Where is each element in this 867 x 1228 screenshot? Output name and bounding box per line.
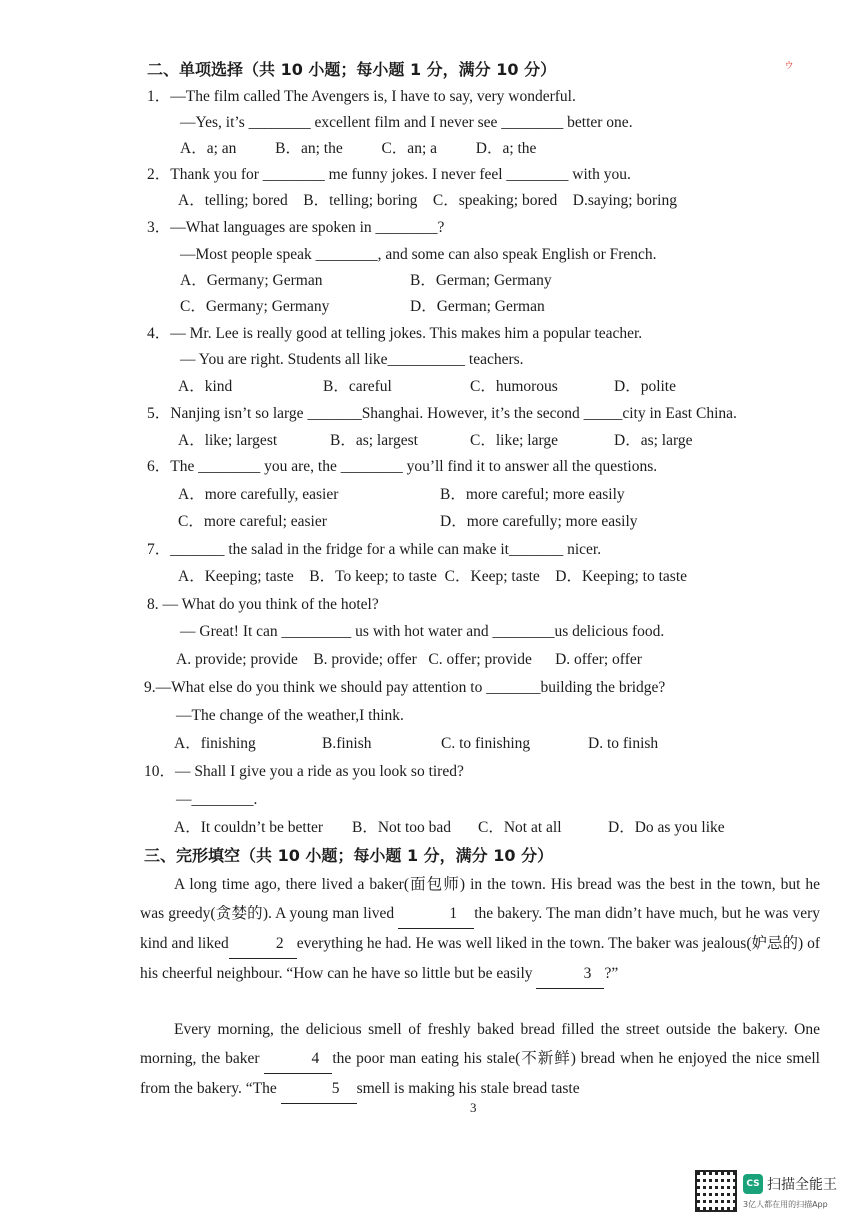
page-number: 3: [470, 1100, 477, 1115]
q5-option-c: C．like; large: [470, 432, 558, 449]
cloze-paragraph-1: [140, 870, 820, 989]
section-2-title: 二、单项选择（共 10 小题；每小题 1 分，满分 10 分）: [147, 60, 557, 79]
q1-stem: 1．—The film called The Avengers is, I have to say, very wonderful.: [147, 88, 576, 105]
q5-stem: 5．Nanjing isn’t so large _______Shanghai. However, it’s the second _____city in East China.: [147, 405, 737, 422]
q10-option-a: A．It couldn’t be better: [174, 819, 324, 836]
q10-option-b: B．Not too bad: [352, 819, 452, 836]
cloze-text: A long time ago, there lived a baker(面包师) in the town. His bread was the best in the town, but he was greedy(贪婪的). A young man lived: [140, 876, 820, 922]
q9-reply: —The change of the weather,I think.: [176, 707, 404, 724]
q6-stem: 6．The ________ you are, the ________ you’ll find it to answer all the questions.: [147, 458, 658, 475]
q5-option-d: D．as; large: [614, 432, 693, 449]
q6-option-b: B．more careful; more easily: [440, 486, 625, 503]
scanner-watermark: [695, 1170, 855, 1218]
q6-option-c: C．more careful; easier: [178, 513, 327, 530]
cloze-text: ?”: [604, 965, 619, 982]
q3-option-d: D．German; German: [410, 298, 545, 315]
q8-options: A. provide; provide B. provide; offer C. offer; provide D. offer; offer: [176, 651, 642, 668]
q3-stem: 3．—What languages are spoken in ________?: [147, 219, 445, 236]
q8-stem: 8. — What do you think of the hotel?: [147, 596, 379, 613]
q8-reply: — Great! It can _________ us with hot water and ________us delicious food.: [180, 623, 665, 640]
q9-stem: 9.—What else do you think we should pay attention to _______building the bridge?: [144, 679, 666, 696]
q4-option-d: D．polite: [614, 378, 676, 395]
cloze-blank-1: 1: [398, 899, 474, 929]
q1-options: A．a; an B．an; the C．an; a D．a; the: [180, 140, 537, 157]
q3-option-a: A．Germany; German: [180, 272, 323, 289]
q9-option-c: C. to finishing: [441, 735, 531, 752]
section-3-title: 三、完形填空（共 10 小题；每小题 1 分，满分 10 分）: [144, 846, 554, 865]
q4-option-b: B．careful: [323, 378, 392, 395]
q4-reply: — You are right. Students all like__________ teachers.: [180, 351, 524, 368]
cloze-text: the poor man eating his stale(不新鲜) bread when he enjoyed the nice smell from the bakery. “The: [140, 1050, 820, 1097]
q9-option-a: A．finishing: [174, 735, 256, 752]
watermark-title: 扫描全能王: [767, 1177, 837, 1193]
q7-stem: 7．_______ the salad in the fridge for a while can make it_______ nicer.: [147, 541, 602, 558]
q4-option-c: C．humorous: [470, 378, 558, 395]
cloze-text: Every morning, the delicious smell of freshly baked bread filled the street outside the bakery. One morning, the baker: [140, 1021, 820, 1067]
cloze-blank-3: 3: [536, 959, 604, 989]
cloze-text: smell is making his stale bread taste: [356, 1080, 580, 1097]
cloze-blank-4: 4: [264, 1044, 332, 1074]
q10-stem: 10．— Shall I give you a ride as you look so tired?: [144, 763, 464, 780]
qr-code-icon: [695, 1170, 737, 1212]
cloze-text: everything he had. He was well liked in the town. The baker was jealous(妒忌的) of his cheerful neighbour. “How can he have so little but be easily: [140, 935, 820, 982]
q4-stem: 4．— Mr. Lee is really good at telling jokes. This makes him a popular teacher.: [147, 325, 643, 342]
q7-options: A．Keeping; taste B．To keep; to taste C．Keep; taste D．Keeping; to taste: [178, 568, 688, 585]
q1-reply: —Yes, it’s ________ excellent film and I never see ________ better one.: [180, 114, 633, 131]
cloze-text: the bakery. The man didn’t have much, but he was very kind and liked: [140, 905, 820, 952]
q5-option-b: B．as; largest: [330, 432, 418, 449]
camscanner-logo-icon: CS: [743, 1174, 763, 1194]
q5-option-a: A．like; largest: [178, 432, 278, 449]
q3-option-b: B．German; Germany: [410, 272, 552, 289]
q10-option-d: D．Do as you like: [608, 819, 725, 836]
q2-options: A．telling; bored B．telling; boring C．speaking; bored D.saying; boring: [178, 192, 677, 209]
watermark-subtitle: 3亿人都在用的扫描App: [743, 1200, 828, 1209]
q10-option-c: C．Not at all: [478, 819, 562, 836]
q9-option-b: B.finish: [322, 735, 372, 752]
q6-option-d: D．more carefully; more easily: [440, 513, 638, 530]
q2-stem: 2．Thank you for ________ me funny jokes. I never feel ________ with you.: [147, 166, 631, 183]
cloze-paragraph-2: [140, 1015, 820, 1104]
q3-option-c: C．Germany; Germany: [180, 298, 330, 315]
q3-reply: —Most people speak ________, and some can also speak English or French.: [180, 246, 657, 263]
cloze-blank-5: 5: [281, 1074, 357, 1104]
q6-option-a: A．more carefully, easier: [178, 486, 339, 503]
corner-mark: ゥ: [783, 57, 796, 71]
q10-reply: —________.: [176, 791, 258, 808]
q9-option-d: D. to finish: [588, 735, 659, 752]
q4-option-a: A．kind: [178, 378, 233, 395]
cloze-blank-2: 2: [229, 929, 297, 959]
